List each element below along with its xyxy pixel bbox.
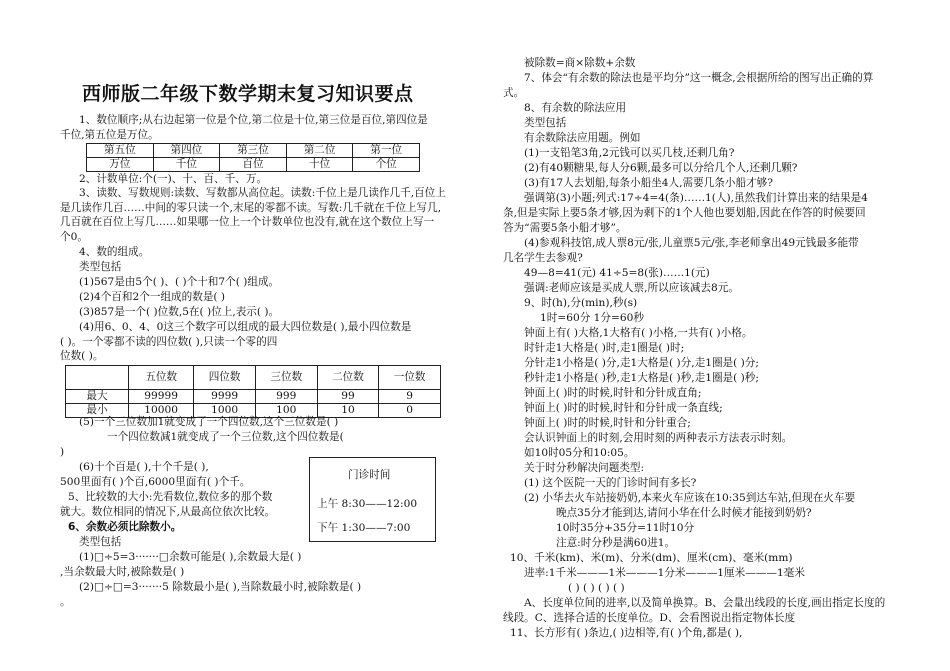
text-line: 关于时分秒解决问题类型: xyxy=(524,462,645,474)
text-line: ( )。一个零都不读的四位数( ),只读一个零的四 xyxy=(60,336,278,348)
text-line: 钟面上( )时的时候,时针和分针成直角; xyxy=(524,387,702,399)
text-line: 10时35分+35分=11时10分 xyxy=(556,522,695,534)
text-line: 钟面上有( )大格,1大格有( )小格,一共有( )小格。 xyxy=(524,327,753,339)
table-cell: 五位数 xyxy=(129,366,194,390)
text-line: (1)567是由5个( )、( )个十和7个( )组成。 xyxy=(79,276,280,288)
table-cell: 1000 xyxy=(194,404,256,418)
table-cell: 万位 xyxy=(87,158,154,172)
text-line: (6)十个百是( ),十个千是( ), xyxy=(79,461,209,473)
table-cell: 四位数 xyxy=(194,366,256,390)
clinic-morning: 上午 8:30——12:00 xyxy=(317,498,418,510)
table-cell: 9999 xyxy=(194,390,256,404)
text-line: 11、长方形有( )条边,( )边相等,有( )个角,都是( ), xyxy=(510,627,743,639)
table-cell: 三位数 xyxy=(255,366,317,390)
clinic-hours-box xyxy=(309,457,436,542)
text-line: (1) 这个医院一天的门诊时间有多长? xyxy=(524,477,697,489)
text-line: 钟面上( )时的时候,时针和分针成一条直线; xyxy=(524,402,723,414)
text-line: ) xyxy=(60,446,65,458)
text-line: 8、有余数的除法应用 xyxy=(524,102,627,114)
text-line: 2、计数单位:个(一)、十、百、千、万。 xyxy=(79,173,268,185)
table-cell: 百位 xyxy=(220,158,287,172)
text-line: 分针走1小格是( )分,走1大格是( )分,走1圈是( )分; xyxy=(524,357,759,369)
text-line: 500里面有( )个百,6000里面有( )个千。 xyxy=(60,476,251,488)
text-line: 类型包括 xyxy=(79,261,122,273)
table-cell: 第五位 xyxy=(87,144,154,158)
table-cell: 十位 xyxy=(286,158,353,172)
text-line: 3、读数、写数规则:读数、写数都从高位起。读数:千位上是几读作几千,百位上 xyxy=(79,187,446,199)
table-cell: 999 xyxy=(255,390,317,404)
table-cell: 100 xyxy=(255,404,317,418)
place-value-table xyxy=(86,143,420,172)
table-cell: 10000 xyxy=(129,404,194,418)
text-line: 1时=60分 1分=60秒 xyxy=(540,312,644,324)
text-line: (3)857是一个( )位数,5在( )位上,表示( )。 xyxy=(79,306,280,318)
text-line: 秒针走1小格是( )秒,走1大格是( )秒,走1圈是( )秒; xyxy=(524,372,759,384)
text-line: 强调第(3)小题;列式:17÷4=4(条)……1(人),虽然我们计算出来的结果是4 xyxy=(524,192,868,204)
table-cell: 0 xyxy=(379,404,441,418)
table-cell: 10 xyxy=(317,404,379,418)
text-line: (4)用6、0、4、0这三个数字可以组成的最大四位数是( ),最小四位数是 xyxy=(79,321,412,333)
text-line: 晚点35分才能到达,请问小华在什么时候才能接到奶奶? xyxy=(556,507,812,519)
text-line: A、长度单位间的进率,以及简单换算。B、会量出线段的长度,画出指定长度的 xyxy=(524,597,886,609)
text-line: (1)一支铅笔3角,2元钱可以买几枝,还剩几角? xyxy=(524,147,735,159)
digits-table xyxy=(65,365,441,418)
text-line: 答为“需要5条小船才够”。 xyxy=(503,222,627,234)
text-line: 条,但是实际上要5条才够,因为剩下的1个人他也要划船,因此在作答的时候要回 xyxy=(503,207,866,219)
text-line: 类型包括 xyxy=(79,536,122,548)
table-cell xyxy=(66,366,129,390)
table-cell: 二位数 xyxy=(317,366,379,390)
text-line: (2)□÷□=3·······5 除数最小是( ),当除数最小时,被除数是( ) xyxy=(79,581,362,593)
table-cell: 99999 xyxy=(129,390,194,404)
text-line: 进率:1千米———1米———1分米———1厘米———1毫米 xyxy=(524,567,805,579)
table-cell: 最小 xyxy=(66,404,129,418)
text-line: 一个四位数减1就变成了一个三位数,这个四位数是( xyxy=(107,431,344,443)
table-cell: 第一位 xyxy=(353,144,420,158)
text-line: 有余数除法应用题。例如 xyxy=(524,132,641,144)
text-line: ,当余数最大时,被除数是( ) xyxy=(60,566,185,578)
section-heading: 6、余数必须比除数小。 xyxy=(68,521,182,533)
text-line: 被除数=商×除数+余数 xyxy=(524,57,636,69)
text-line: 线段。C、选择合适的长度单位。D、会看图说出指定物体长度 xyxy=(503,612,796,624)
text-line: 7、体会“有余数的除法也是平均分”这一概念,会根据所给的图写出正确的算 xyxy=(524,72,874,84)
table-cell: 第二位 xyxy=(286,144,353,158)
text-line: 会认识钟面上的时刻,会用时刻的两种表示方法表示时刻。 xyxy=(524,432,793,444)
text-line: 几百就在百位上写几……如果哪一位上一个计数单位也没有,就在这个数位上写一 xyxy=(60,216,435,228)
text-line: 时针走1大格是( )时,走1圈是( )时; xyxy=(524,342,685,354)
text-line: 类型包括 xyxy=(524,117,567,129)
table-cell: 一位数 xyxy=(379,366,441,390)
table-cell: 99 xyxy=(317,390,379,404)
text-line: 9、时(h),分(min),秒(s) xyxy=(524,297,638,309)
text-line: (1)□÷5=3·······□余数可能是( ),余数最大是( ) xyxy=(79,551,302,563)
text-line: 个0。 xyxy=(60,231,88,243)
table-cell: 9 xyxy=(379,390,441,404)
table-cell: 最大 xyxy=(66,390,129,404)
text-line: 4、数的组成。 xyxy=(79,246,150,258)
text-line: (4)参观科技馆,成人票8元/张,儿童票5元/张,李老师拿出49元钱最多能带 xyxy=(524,237,859,249)
text-line: 式。 xyxy=(503,87,525,99)
table-cell: 第三位 xyxy=(220,144,287,158)
text-line: 1、数位顺序;从右边起第一位是个位,第二位是十位,第三位是百位,第四位是 xyxy=(79,114,428,126)
text-line: (5)一个三位数加1就变成了一个四位数,这个三位数是( ) xyxy=(79,416,339,428)
text-line: 就大。数位相同的情况下,从最高位依次比较。 xyxy=(60,506,276,518)
table-cell: 个位 xyxy=(353,158,420,172)
text-line: 注意:时分秒是满60进1。 xyxy=(556,537,676,549)
text-line: 10、千米(km)、米(m)、分米(dm)、厘米(cm)、毫米(mm) xyxy=(510,552,793,564)
text-line: (3)有17人去划船,每条小船坐4人,需要几条小船才够? xyxy=(524,177,773,189)
text-line: 是几读作几百……中间的零只读一个,末尾的零都不读。写数:几千就在千位上写几, xyxy=(60,202,442,214)
text-line: 。 xyxy=(60,596,71,608)
text-line: 千位,第五位是万位。 xyxy=(60,129,159,141)
text-line: (2)4个百和2个一组成的数是( ) xyxy=(79,291,226,303)
table-cell: 千位 xyxy=(153,158,220,172)
text-line: 位数( )。 xyxy=(60,350,104,362)
clinic-title: 门诊时间 xyxy=(348,469,391,481)
text-line: 强调:老师应该是买成人票,所以应该减去8元。 xyxy=(524,282,739,294)
table-cell: 第四位 xyxy=(153,144,220,158)
text-line: 几名学生去参观? xyxy=(503,252,583,264)
text-line: (2)有40颗糖果,每人分6颗,最多可以分给几个人,还剩几颗? xyxy=(524,162,798,174)
text-line: 钟面上( )时的时候,时针和分针重合; xyxy=(524,417,691,429)
text-line: 5、比较数的大小:先看数位,数位多的那个数 xyxy=(68,491,273,503)
text-line: ( ) ( ) ( ) ( ) xyxy=(568,582,625,594)
clinic-afternoon: 下午 1:30——7:00 xyxy=(317,522,411,534)
text-line: (2) 小华去火车站接奶奶,本来火车应该在10:35到达车站,但现在火车要 xyxy=(524,492,856,504)
page-title: 西师版二年级下数学期末复习知识要点 xyxy=(82,83,414,105)
text-line: 如10时05分和10:05。 xyxy=(524,447,635,459)
text-line: 49—8=41(元) 41÷5=8(张)……1(元) xyxy=(524,267,710,279)
